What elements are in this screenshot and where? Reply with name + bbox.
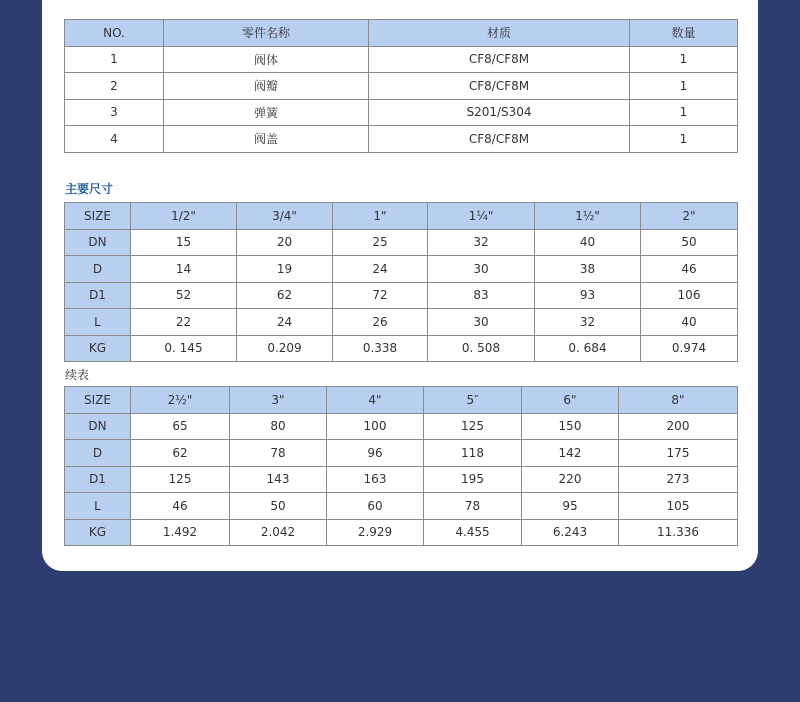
header-cell: 1½"	[535, 203, 641, 230]
table-cell: 118	[424, 440, 522, 467]
header-cell: 6"	[522, 387, 619, 414]
table-row	[65, 73, 738, 100]
table-cell: 125	[424, 413, 522, 440]
table-cell: 0. 145	[131, 335, 237, 362]
table-cell: 80	[230, 413, 327, 440]
header-cell: SIZE	[65, 203, 131, 230]
table-cell: 4.455	[424, 519, 522, 546]
table-cell: 25	[333, 229, 428, 256]
size-table-2	[64, 386, 738, 546]
table-cell: 96	[327, 440, 424, 467]
table-cell: 38	[535, 256, 641, 283]
row-label: D1	[65, 466, 131, 493]
row-label: D	[65, 440, 131, 467]
row-label: D	[65, 256, 131, 283]
continued-label: 续表	[65, 368, 90, 382]
table-row	[65, 309, 738, 336]
table-header-row	[65, 387, 738, 414]
row-label: KG	[65, 335, 131, 362]
row-label: L	[65, 309, 131, 336]
table-cell: 2.929	[327, 519, 424, 546]
table-row	[65, 493, 738, 520]
header-cell: 1¼"	[428, 203, 535, 230]
table-header-row	[65, 203, 738, 230]
parts-table	[64, 19, 738, 153]
table-cell: 95	[522, 493, 619, 520]
table-cell: 弹簧	[164, 99, 369, 126]
table-cell: 163	[327, 466, 424, 493]
table-cell: 0.338	[333, 335, 428, 362]
table-cell: 32	[535, 309, 641, 336]
table-cell: 阀盖	[164, 126, 369, 153]
section-title: 主要尺寸	[65, 182, 114, 196]
table-row	[65, 413, 738, 440]
header-cell: 3"	[230, 387, 327, 414]
header-cell: SIZE	[65, 387, 131, 414]
table-cell: CF8/CF8M	[369, 73, 630, 100]
header-cell: NO.	[65, 20, 164, 47]
table-cell: 1	[630, 46, 738, 73]
table-cell: 14	[131, 256, 237, 283]
table-cell: 105	[619, 493, 738, 520]
size-table-1	[64, 202, 738, 362]
table-cell: 273	[619, 466, 738, 493]
header-cell: 8"	[619, 387, 738, 414]
table-cell: 52	[131, 282, 237, 309]
table-cell: 30	[428, 309, 535, 336]
table-cell: 22	[131, 309, 237, 336]
row-label: DN	[65, 413, 131, 440]
table-cell: 220	[522, 466, 619, 493]
table-row	[65, 440, 738, 467]
header-cell: 2½"	[131, 387, 230, 414]
header-cell: 零件名称	[164, 20, 369, 47]
table-cell: 1.492	[131, 519, 230, 546]
table-row	[65, 466, 738, 493]
table-cell: 83	[428, 282, 535, 309]
table-cell: 78	[230, 440, 327, 467]
table-cell: 4	[65, 126, 164, 153]
header-cell: 1/2"	[131, 203, 237, 230]
table-cell: 19	[237, 256, 333, 283]
table-cell: 1	[630, 99, 738, 126]
table-header-row	[65, 20, 738, 47]
header-cell: 数量	[630, 20, 738, 47]
table-row	[65, 46, 738, 73]
table-cell: 1	[630, 73, 738, 100]
table-cell: 15	[131, 229, 237, 256]
table-cell: 195	[424, 466, 522, 493]
table-cell: CF8/CF8M	[369, 46, 630, 73]
table-cell: 11.336	[619, 519, 738, 546]
table-cell: 46	[641, 256, 738, 283]
row-label: DN	[65, 229, 131, 256]
table-cell: 24	[333, 256, 428, 283]
table-cell: 40	[535, 229, 641, 256]
table-cell: 1	[65, 46, 164, 73]
table-cell: 175	[619, 440, 738, 467]
table-cell: 阀体	[164, 46, 369, 73]
table-row	[65, 335, 738, 362]
table-row	[65, 126, 738, 153]
table-cell: 62	[131, 440, 230, 467]
table-cell: 62	[237, 282, 333, 309]
table-row	[65, 99, 738, 126]
header-cell: 3/4"	[237, 203, 333, 230]
table-cell: 93	[535, 282, 641, 309]
table-cell: 100	[327, 413, 424, 440]
table-cell: 106	[641, 282, 738, 309]
table-cell: 78	[424, 493, 522, 520]
row-label: L	[65, 493, 131, 520]
table-cell: S201/S304	[369, 99, 630, 126]
table-cell: 20	[237, 229, 333, 256]
table-cell: 72	[333, 282, 428, 309]
table-row	[65, 282, 738, 309]
table-cell: 3	[65, 99, 164, 126]
table-cell: 200	[619, 413, 738, 440]
table-cell: 65	[131, 413, 230, 440]
table-cell: 150	[522, 413, 619, 440]
table-row	[65, 256, 738, 283]
table-cell: 2.042	[230, 519, 327, 546]
table-cell: 30	[428, 256, 535, 283]
table-cell: CF8/CF8M	[369, 126, 630, 153]
table-cell: 50	[641, 229, 738, 256]
header-cell: 1"	[333, 203, 428, 230]
table-cell: 0.209	[237, 335, 333, 362]
table-cell: 143	[230, 466, 327, 493]
table-cell: 125	[131, 466, 230, 493]
table-row	[65, 229, 738, 256]
table-cell: 24	[237, 309, 333, 336]
table-cell: 6.243	[522, 519, 619, 546]
table-cell: 60	[327, 493, 424, 520]
table-cell: 26	[333, 309, 428, 336]
header-cell: 5″	[424, 387, 522, 414]
header-cell: 材质	[369, 20, 630, 47]
table-cell: 阀瓣	[164, 73, 369, 100]
row-label: KG	[65, 519, 131, 546]
table-cell: 40	[641, 309, 738, 336]
table-cell: 50	[230, 493, 327, 520]
table-cell: 2	[65, 73, 164, 100]
table-cell: 142	[522, 440, 619, 467]
row-label: D1	[65, 282, 131, 309]
header-cell: 4"	[327, 387, 424, 414]
table-row	[65, 519, 738, 546]
table-cell: 0. 508	[428, 335, 535, 362]
table-cell: 46	[131, 493, 230, 520]
table-cell: 1	[630, 126, 738, 153]
table-cell: 0. 684	[535, 335, 641, 362]
header-cell: 2"	[641, 203, 738, 230]
table-cell: 0.974	[641, 335, 738, 362]
table-cell: 32	[428, 229, 535, 256]
